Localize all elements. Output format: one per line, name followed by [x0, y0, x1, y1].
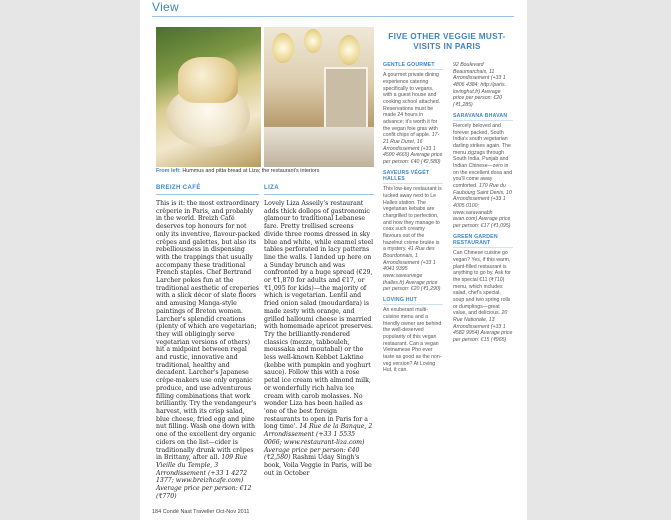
- sidebar-item: [453, 234, 513, 344]
- sidebar-item-address: 41 Rue des Bourdonnais, 1 Arrondissement (+33 1 4041 9395 www.saveurvege thalles.fr) Average price per person: €20 (₹1,290): [383, 246, 441, 293]
- sidebar-item-address: 20 Rue Nationale, 13 Arrondissement (+33 1 4582 9954) Average price per person: €15 (₹965): [453, 310, 513, 343]
- magazine-page: [140, 0, 527, 520]
- sidebar-item-rule: [453, 247, 513, 248]
- sidebar-item-body: A gourmet private dining experience catering specifically to vegans, with a guest house and cooking school attached. Reservations must be made 24 hours in advance; it's worth it for the vegan foie gras with confit chips of apple.: [383, 72, 441, 139]
- sidebar-item-body: This low-key restaurant is tucked away next to Le Halles station. The vegetarian kebabs are chargrilled to perfection, and how they manage to coax such creamy flavours out of the hazelnut crème brulée is a mystery.: [383, 186, 442, 253]
- sidebar-item-heading: GENTLE GOURMET: [383, 62, 435, 68]
- sidebar-item-text: [383, 307, 443, 374]
- adjacent-page-left: [0, 0, 140, 520]
- breizh-address: 109 Rue Vieille du Temple, 3 Arrondissement (+33 1 4272 1377; www.breizhcafe.com) Average price per person: €12 (₹770): [156, 454, 252, 500]
- hummus-photo: [156, 27, 261, 167]
- liza-address: 14 Rue de la Banque, 2 Arrondissement (+33 1 5535 0066; www.restaurant-liza.com) Average price per person: €40 (₹2,580): [264, 423, 373, 462]
- breizh-body: This is it: the most extraordinary crêperie in Paris, and probably in the world. Breizh Café deserves top honours for not only its inventive, flavour-packed crêpes and galettes, but also its rebelliousness in dispensing with the trappings that usually accompany these traditional French staples. Chef Bertrand Larcher pokes fun at the traditional aesthetic of creperies with a slick décor of slate floors and amusing Manga-style paintings of Breton women. Larcher's splendid creations (plenty of which are vegetarian; they will obligingly serve vegetarian versions of others) hit a midpoint between regal and rustic, innovative and traditional, healthy and decadent. Larcher's Japanese crêpe-makers use only organic produce, and use adventurous filling combinations that work brilliantly. Try the vendangeur's harvest, with its crisp salad, blue cheese, fried egg and pine nut filling. Wash one down with one of the excellent dry organic ciders on the list—cider is traditionally drunk with crêpes in Brittany, after all.: [156, 200, 260, 462]
- sidebar-item: [383, 297, 443, 374]
- sidebar-item-heading: LOVING HUT: [383, 296, 417, 303]
- sidebar-item-address: 92 Boulevard Beaumarchais, 11 Arrondissement (+33 1 4806 4384; http://paris. lovinghut.fr) Average price per person: €20 (₹1,285): [453, 62, 507, 108]
- lamp-shape: [338, 35, 360, 65]
- liza-rule: [264, 194, 374, 195]
- doorway-shape: [324, 67, 368, 133]
- sidebar-item-heading: SAVEURS VÉGÉT HALLES: [383, 169, 430, 182]
- sidebar-item-body: An exuberant multi-cuisine menu and a friendly owner are behind the well-deserved popularity of this vegan restaurant. Can a vegan Vietnamese Pho ever taste as good as the non-veg version? At Loving Hut, it can.: [383, 307, 442, 374]
- sidebar-item-rule: [383, 183, 443, 184]
- caption-text: Hummus and pitta bread at Liza; the restaurant's interiors: [182, 168, 320, 174]
- sidebar-item: [383, 62, 443, 166]
- sidebar-item: [453, 113, 513, 230]
- sidebar-item-heading: SARAVANA BHAVAN: [453, 112, 508, 119]
- lamp-shape: [304, 29, 322, 53]
- bread-shape: [178, 57, 238, 103]
- breizh-rule: [156, 194, 259, 195]
- table-shape: [264, 127, 374, 167]
- sidebar-item-rule: [383, 304, 443, 305]
- sidebar-item-text: [383, 72, 443, 165]
- sidebar-item-text: [453, 250, 513, 343]
- sidebar-title: FIVE OTHER VEGGIE MUST-VISITS IN PARIS: [388, 32, 506, 51]
- liza-article: [264, 200, 374, 477]
- breizh-heading: BREIZH CAFÉ: [156, 185, 201, 191]
- sidebar-item-text: [383, 186, 443, 293]
- sidebar-column-left: [383, 62, 443, 378]
- liza-bio: Rashmi Uday Singh's book, Voila Veggie in Paris, will be out in October: [264, 454, 372, 477]
- sidebar-item-continued: [453, 62, 513, 109]
- sidebar-item-body: Fiercely beloved and forever packed, South India's south vegetarian darling strikes again. The menu zigzags through South India, Punjab and Indian Chinese—zero in on the excellent dosa and you'll come away comforted.: [453, 123, 513, 189]
- sidebar-item-rule: [453, 120, 513, 121]
- lamp-shape: [272, 33, 294, 63]
- breizh-article: [156, 200, 260, 500]
- sidebar-item-rule: [383, 69, 443, 70]
- page-footer: 184 Condé Nast Traveller Oct-Nov 2011: [152, 509, 250, 515]
- caption-lead: From left:: [156, 168, 181, 174]
- sidebar-item-text: [453, 123, 513, 230]
- sidebar-column-right: [453, 62, 513, 348]
- sidebar-item-body: Can Chinese cuisine go vegan? Yes, if this warm, plant-filled restaurant is anything to go by. Ask for the special €11 (₹710) menu, which includes salad, chef's special, soup and two spring rolls or dumplings—great value, and delicious.: [453, 250, 511, 317]
- sidebar-item-address: 170 Rue du Faubourg Saint Denis, 10 Arrondissement (+33 1 4005 0100; www.saravanabh avan.com) Average price per person: €17 (₹1,095): [453, 182, 512, 229]
- sidebar-item-heading: GREEN GARDEN RESTAURANT: [453, 233, 498, 246]
- photo-caption: [156, 168, 376, 174]
- sidebar-item: [383, 170, 443, 293]
- liza-heading: LIZA: [264, 185, 279, 191]
- sidebar-item-address: 17-21 Rue Duret, 16 Arrondissement (+33 1 4500 4665) Average price per person: €40 (₹2,580): [383, 132, 443, 165]
- sidebar-item-text: [453, 62, 513, 109]
- top-rule: [152, 16, 514, 17]
- interior-photo: [264, 27, 374, 167]
- adjacent-page-right: [527, 0, 671, 520]
- section-tab: View: [152, 0, 179, 14]
- liza-body: Lovely Liza Asseily's restaurant adds thick dollops of gastronomic glamour to traditional Lebanese fare. Pretty trellised screens divide three rooms dressed in sky blue and white, while enamel steel tables perforated in lacy patterns line the walls. I landed up here on a Sunday brunch and was confronted by a huge spread (€29, or ₹1,870 for adults and €17, or ₹1,095 for kids)—the majority of which is vegetarian. Lentil and fried onion salad (moudardara) is made zesty with orange, and grilled halloumi cheese is married with homemade apricot preserves. Try the brilliantly-rendered classics (mezze, tabbouleh, moussaka and moutabal) or the less well-known Kebbet Laktine (kebbe with pumpkin and yoghurt sauce). Follow this with a rose petal ice cream with almond milk, or wonderfully rich halva ice cream with carob molasses. No wonder Liza has been hailed as 'one of the best foreign restaurants to open in Paris for a long time'.: [264, 200, 374, 431]
